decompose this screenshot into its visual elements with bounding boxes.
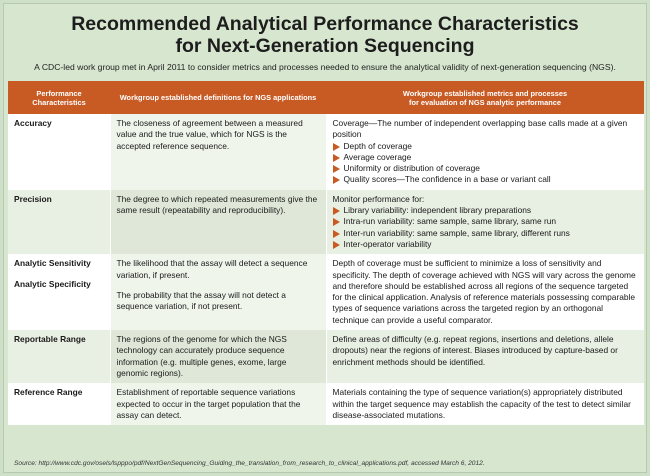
row-name: Accuracy <box>8 114 110 190</box>
arrow-bullet-icon <box>333 218 340 226</box>
row-name: Reportable Range <box>8 330 110 383</box>
table-header-row <box>8 81 644 114</box>
metric-list <box>333 141 639 186</box>
infographic-frame <box>3 3 647 473</box>
row-name: Precision <box>8 190 110 254</box>
table-row-reportable-range <box>8 330 644 383</box>
title <box>4 13 646 57</box>
row-name: Reference Range <box>8 383 110 425</box>
title-line-1: Recommended Analytical Performance Characteristics <box>71 13 579 35</box>
metric-intro: Monitor performance for: <box>332 193 425 204</box>
arrow-bullet-icon <box>333 143 340 151</box>
header-metrics: Workgroup established metrics and processes for evaluation of NGS analytic performance <box>326 81 644 114</box>
table-row-precision <box>8 190 644 254</box>
row-name <box>8 254 110 330</box>
row-definition <box>110 254 326 330</box>
row-definition: The regions of the genome for which the NGS technology can accurately produce sequence information (e.g. multiple genes, exome, large genomic regions). <box>110 330 326 383</box>
source-citation: Source: http://www.cdc.gov/osels/lspppo/pdf/NextGenSequencing_Guiding_the_translation_from_research_to_clinical_applications.pdf, accessed March 6, 2012. <box>14 460 485 467</box>
list-item: Inter-operator variability <box>333 239 639 250</box>
row-metrics: Depth of coverage must be sufficient to minimize a loss of sensitivity and specificity. The depth of coverage achieved with NGS will vary across the genome and therefore should be established across all regions of the sequence targeted for the clinical application. Analysis of reference materials possessing comparable types of sequence variations across the targeted region by an orthogonal technique can provide a useful comparator. <box>326 254 644 330</box>
arrow-bullet-icon <box>333 241 340 249</box>
row-metrics: Define areas of difficulty (e.g. repeat regions, insertions and deletions, allele dropouts) near the regions of interest. Biases introduced by capture-based or enrichment methods should be identified. <box>326 330 644 383</box>
sensitivity-definition: The likelihood that the assay will detect a sequence variation, if present. <box>116 258 308 280</box>
subtitle: A CDC-led work group met in April 2011 to consider metrics and processes needed to ensure the analytical validity of next-generation sequencing (NGS). <box>34 62 616 72</box>
metric-list <box>333 205 639 250</box>
arrow-bullet-icon <box>333 154 340 162</box>
list-item: Intra-run variability: same sample, same library, same run <box>333 216 639 227</box>
arrow-bullet-icon <box>333 207 340 215</box>
arrow-bullet-icon <box>333 230 340 238</box>
specificity-definition: The probability that the assay will not detect a sequence variation, if not present. <box>116 289 286 312</box>
title-line-2: for Next-Generation Sequencing <box>175 35 475 57</box>
list-item: Library variability: independent library preparations <box>333 205 639 216</box>
list-item: Uniformity or distribution of coverage <box>333 163 639 174</box>
row-metrics <box>326 190 644 254</box>
list-item: Average coverage <box>333 152 639 163</box>
table-row-sensitivity-specificity <box>8 254 644 330</box>
metric-intro: Coverage—The number of independent overlapping base calls made at a given position <box>332 118 628 140</box>
header-performance-characteristics: Performance Characteristics <box>8 81 110 114</box>
row-metrics: Materials containing the type of sequence variation(s) appropriately distributed within the target sequence may establish the capacity of the test to detect similar disease-associated mutations. <box>326 383 644 425</box>
row-metrics <box>326 114 644 190</box>
row-definition: Establishment of reportable sequence variations expected to occur in the target population that the assay can detect. <box>110 383 326 425</box>
specificity-name: Analytic Specificity <box>14 278 91 289</box>
row-definition: The closeness of agreement between a measured value and the true value, which for NGS is the accepted reference sequence. <box>110 114 326 190</box>
header-definitions: Workgroup established definitions for NGS applications <box>110 81 326 114</box>
list-item: Inter-run variability: same sample, same library, different runs <box>333 228 639 239</box>
table-row-accuracy <box>8 114 644 190</box>
sensitivity-name: Analytic Sensitivity <box>14 258 91 269</box>
table-row-reference-range <box>8 383 644 425</box>
arrow-bullet-icon <box>333 165 340 173</box>
row-definition: The degree to which repeated measurements give the same result (repeatability and reproducibility). <box>110 190 326 254</box>
list-item: Quality scores—The confidence in a base or variant call <box>333 174 639 185</box>
characteristics-table <box>8 81 644 425</box>
list-item: Depth of coverage <box>333 141 639 152</box>
arrow-bullet-icon <box>333 176 340 184</box>
